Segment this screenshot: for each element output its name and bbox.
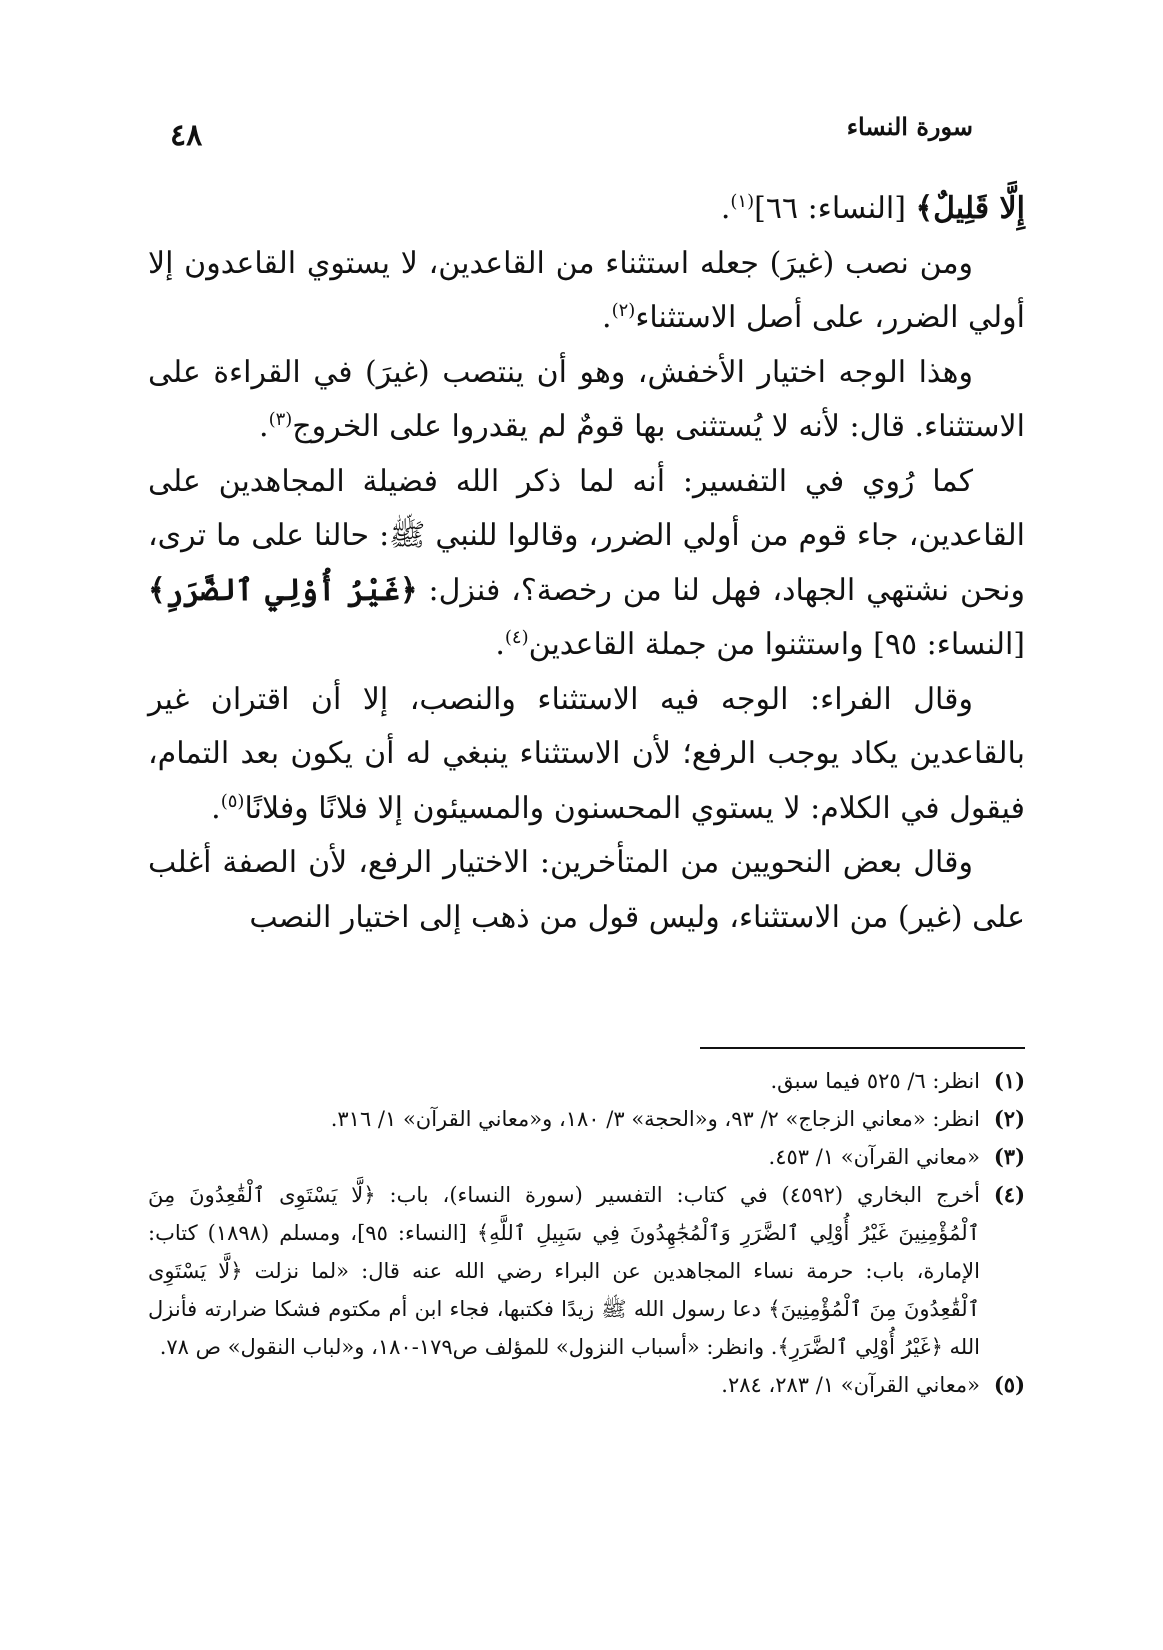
paragraph-text: وقال الفراء: الوجه فيه الاستثناء والنصب، إلا أن اقتران غير بالقاعدين يكاد يوجب الرفع؛ لأن الاستثناء ينبغي له أن يكون بعد التمام، فيقول في الكلام: لا يستوي المحسنون والمسيئون إلا فلانًا وفلانًا (148, 681, 1025, 826)
footnote-ref-4[interactable]: (٤) (504, 627, 529, 648)
footnote-number: (٢) (993, 1106, 1025, 1131)
footnote-text: أخرج البخاري (٤٥٩٢) في كتاب: التفسير (سورة النساء)، باب: ﴿لَّا يَسْتَوِى ٱلْقَٰعِدُونَ مِنَ ٱلْمُؤْمِنِينَ غَيْرُ أُوْلِي ٱلضَّرَرِ وَٱلْمُجَٰهِدُونَ فِي سَبِيلِ ٱللَّهِ﴾ [النساء: ٩٥]، ومسلم (١٨٩٨) كتاب: الإمارة، باب: حرمة نساء المجاهدين عن البراء رضي الله عنه قال: «لما نزلت ﴿لَّا يَسْتَوِى ٱلْقَٰعِدُونَ مِنَ ٱلْمُؤْمِنِينَ﴾ دعا رسول الله ﷺ زيدًا فكتبها، فجاء ابن أم مكتوم فشكا ضرارته فأنزل الله ﴿غَيْرُ أُوْلِي ٱلضَّرَرِ﴾. وانظر: «أسباب النزول» للمؤلف ص١٧٩-١٨٠، و«لباب النقول» ص ٧٨. (148, 1183, 981, 1359)
paragraph-1 (148, 182, 1025, 237)
paragraph-5 (148, 673, 1025, 837)
footnote-ref-3[interactable]: (٣) (268, 409, 293, 430)
footnote-5 (148, 1366, 1025, 1404)
period: . (211, 790, 221, 826)
paragraph-text: كما رُوي في التفسير: أنه لما ذكر الله فضيلة المجاهدين على القاعدين، جاء قوم من أولي الضرر، وقالوا للنبي ﷺ: حالنا على ما ترى، ونحن نشتهي الجهاد، فهل لنا من رخصة؟، فنزل: (148, 463, 1025, 608)
footnote-ref-2[interactable]: (٢) (611, 300, 636, 321)
period: . (720, 191, 731, 226)
footnote-text: «معاني القرآن» ١/ ٤٥٣. (768, 1145, 980, 1169)
footnote-number: (١) (993, 1068, 1025, 1093)
period: . (259, 409, 269, 444)
paragraph-3 (148, 346, 1025, 455)
footnote-ref-5[interactable]: (٥) (220, 790, 245, 812)
verse-reference: [النساء: ٦٦] (754, 191, 916, 226)
paragraph-text: وقال بعض النحويين من المتأخرين: الاختيار الرفع، لأن الصفة أغلب على (غير) من الاستثناء، وليس قول من ذهب إلى اختيار النصب (148, 845, 1025, 935)
period: . (495, 627, 505, 662)
quran-verse: إِلَّا قَلِيلٌ﴾ (915, 191, 1025, 226)
footnote-text: «معاني القرآن» ١/ ٢٨٣، ٢٨٤. (721, 1373, 980, 1397)
paragraph-text: وهذا الوجه اختيار الأخفش، وهو أن ينتصب (غيرَ) في القراءة على الاستثناء. قال: لأنه لا يُستثنى بها قومٌ لم يقدروا على الخروج (148, 354, 1025, 444)
footnote-ref-1[interactable]: (١) (730, 191, 755, 212)
footnote-3 (148, 1138, 1025, 1176)
footnote-4 (148, 1176, 1025, 1366)
footnote-2 (148, 1100, 1025, 1138)
quran-verse: ﴿غَيْرُ أُوْلِي ٱلضَّرَرِ﴾ (148, 572, 418, 608)
paragraph-text: ومن نصب (غيرَ) جعله استثناء من القاعدين، لا يستوي القاعدون إلا أولي الضرر، على أصل الاستثناء (148, 245, 1025, 335)
footnote-text: انظر: «معاني الزجاج» ٢/ ٩٣، و«الحجة» ٣/ ١٨٠، و«معاني القرآن» ١/ ٣١٦. (330, 1107, 980, 1131)
footnote-1 (148, 1062, 1025, 1100)
paragraph-4 (148, 455, 1025, 673)
paragraph-2 (148, 237, 1025, 346)
paragraph-text-continued: [النساء: ٩٥] واستثنوا من جملة القاعدين (528, 627, 1025, 662)
footnote-number: (٣) (993, 1144, 1025, 1169)
footnote-number: (٤) (993, 1182, 1025, 1207)
paragraph-6 (148, 836, 1025, 945)
main-text (148, 182, 1025, 945)
period: . (602, 300, 612, 335)
footnote-separator (700, 1047, 1025, 1049)
footnote-number: (٥) (993, 1372, 1025, 1397)
footnote-text: انظر: ٦/ ٥٢٥ فيما سبق. (770, 1069, 980, 1093)
running-title: سورة النساء (846, 112, 973, 141)
footnotes (148, 1062, 1025, 1404)
page-number: ٤٨ (170, 118, 203, 153)
